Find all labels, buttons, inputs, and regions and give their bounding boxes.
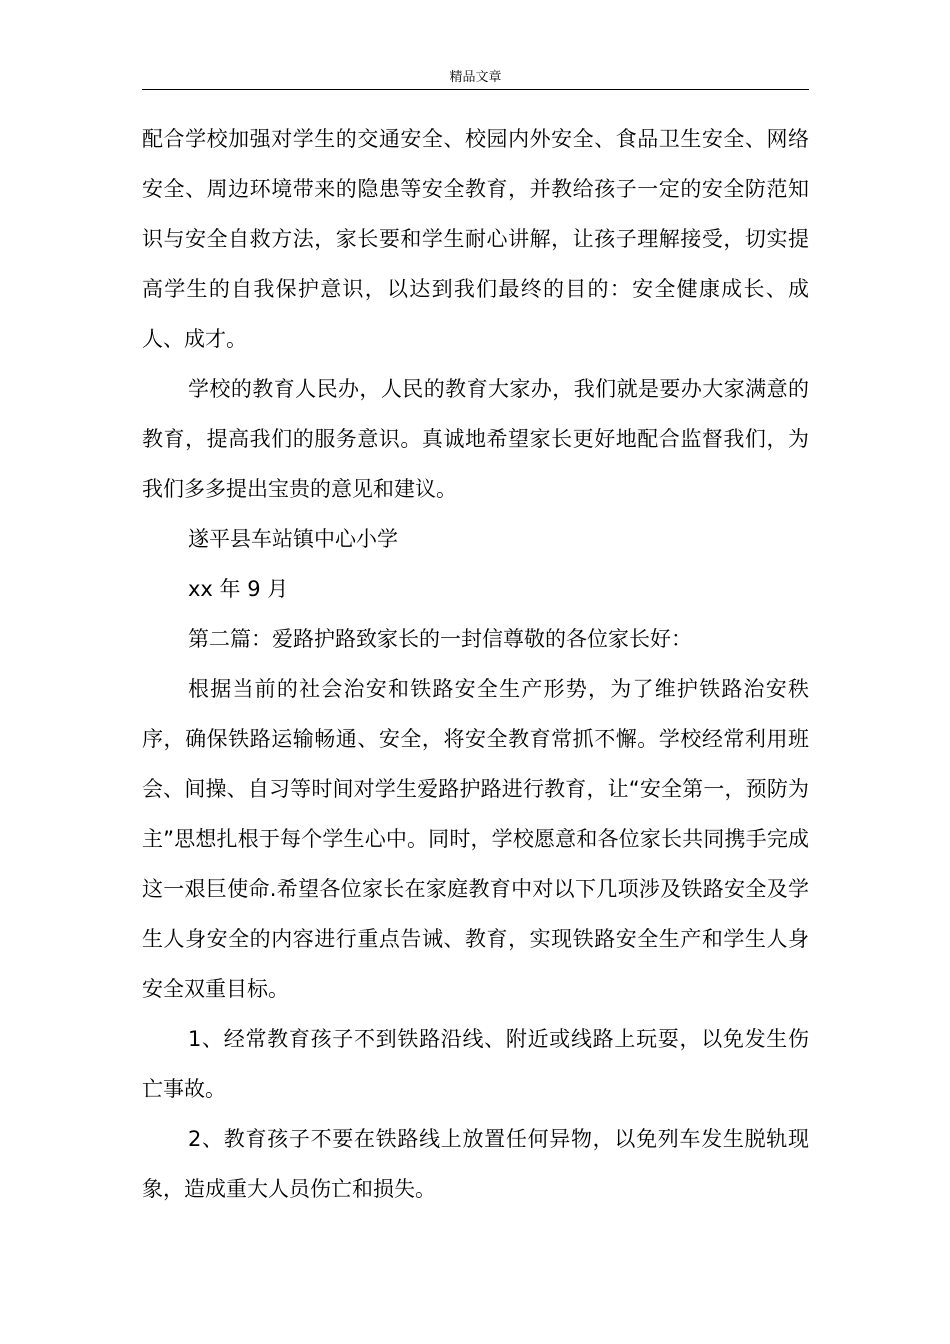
signature-school: 遂平县车站镇中心小学 bbox=[188, 527, 398, 551]
document-body bbox=[142, 114, 809, 1214]
list-item: 1、经常教育孩子不到铁路沿线、附近或线路上玩耍，以免发生伤亡事故。 bbox=[142, 1027, 809, 1101]
paragraph: 学校的教育人民办，人民的教育大家办，我们就是要办大家满意的教育，提高我们的服务意识。真诚地希望家长更好地配合监督我们，为我们多多提出宝贵的意见和建议。 bbox=[142, 377, 809, 501]
list-item: 2、教育孩子不要在铁路线上放置任何异物，以免列车发生脱轨现象，造成重大人员伤亡和损失。 bbox=[142, 1127, 809, 1201]
paragraph: 配合学校加强对学生的交通安全、校园内外安全、食品卫生安全、网络安全、周边环境带来的隐患等安全教育，并教给孩子一定的安全防范知识与安全自救方法，家长要和学生耐心讲解，让孩子理解接受，切实提高学生的自我保护意识，以达到我们最终的目的：安全健康成长、成人、成才。 bbox=[142, 127, 809, 351]
signature-date: xx 年 9 月 bbox=[188, 577, 289, 601]
section-heading: 第二篇：爱路护路致家长的一封信尊敬的各位家长好： bbox=[188, 627, 692, 651]
header-divider bbox=[142, 89, 809, 90]
paragraph: 根据当前的社会治安和铁路安全生产形势，为了维护铁路治安秩序，确保铁路运输畅通、安全，将安全教育常抓不懈。学校经常利用班会、间操、自习等时间对学生爱路护路进行教育，让“安全第一，预防为主”思想扎根于每个学生心中。同时，学校愿意和各位家长共同携手完成这一艰巨使命.希望各位家长在家庭教育中对以下几项涉及铁路安全及学生人身安全的内容进行重点告诫、教育，实现铁路安全生产和学生人身安全双重目标。 bbox=[142, 677, 809, 1001]
page-header: 精品文章 bbox=[449, 70, 502, 85]
